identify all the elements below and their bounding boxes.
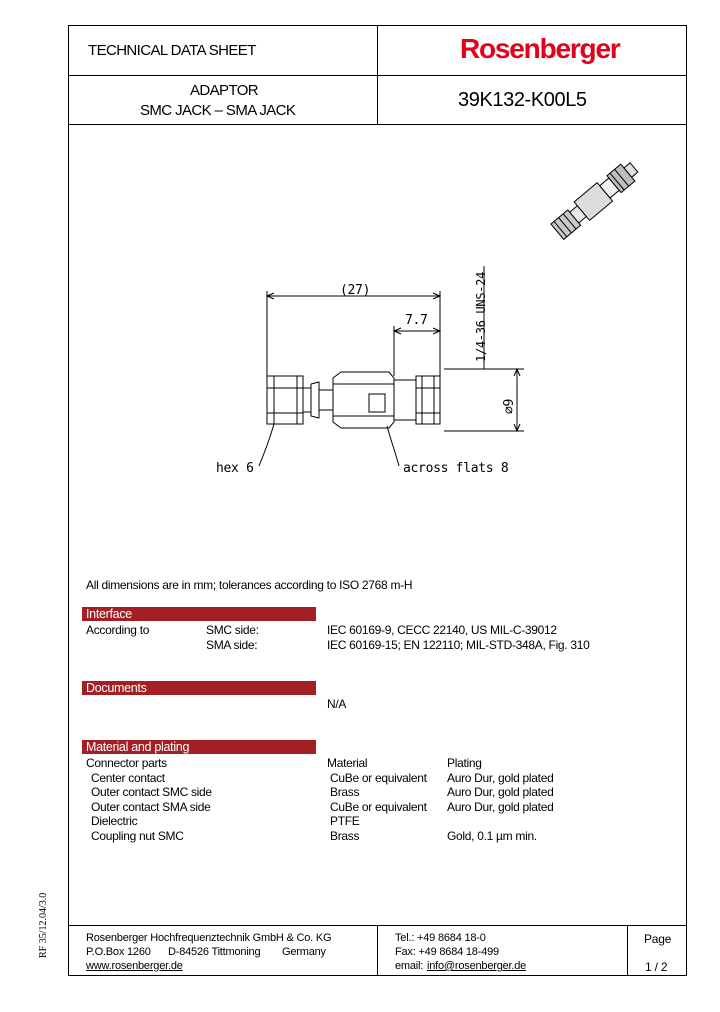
part-plating: Auro Dur, gold plated xyxy=(447,771,554,785)
footer-tel: Tel.: +49 8684 18-0 xyxy=(395,932,486,944)
footer-pobox: P.O.Box 1260 xyxy=(86,946,151,958)
doc-title: TECHNICAL DATA SHEET xyxy=(88,42,256,59)
smc-side-label: SMC side: xyxy=(206,623,259,637)
product-photo xyxy=(550,158,642,241)
part-plating: Auro Dur, gold plated xyxy=(447,785,554,799)
section-documents: Documents xyxy=(82,681,316,695)
header-vertical xyxy=(377,25,378,125)
product-line1: ADAPTOR xyxy=(190,82,259,99)
part-plating: Auro Dur, gold plated xyxy=(447,800,554,814)
document-code: RF 35/12.04/3.0 xyxy=(38,892,49,958)
dim-thread-label: 1/4-36 UNS-24 xyxy=(474,271,488,362)
part-name: Coupling nut SMC xyxy=(91,829,184,843)
part-name: Dielectric xyxy=(91,814,138,828)
hex-label: hex 6 xyxy=(216,461,254,476)
footer-company: Rosenberger Hochfrequenztechnik GmbH & Co. KG xyxy=(86,932,332,944)
dim-77-label: 7.7 xyxy=(405,313,428,328)
part-material: CuBe or equivalent xyxy=(330,771,427,785)
part-name: Center contact xyxy=(91,771,165,785)
part-material: Brass xyxy=(330,785,360,799)
part-material: Brass xyxy=(330,829,360,843)
sma-side-value: IEC 60169-15; EN 122110; MIL-STD-348A, Fig. 310 xyxy=(327,638,590,652)
part-material: CuBe or equivalent xyxy=(330,800,427,814)
documents-value: N/A xyxy=(327,697,347,711)
part-name: Outer contact SMA side xyxy=(91,800,211,814)
section-interface: Interface xyxy=(82,607,316,621)
page-label: Page xyxy=(644,932,672,946)
footer-website-link[interactable]: www.rosenberger.de xyxy=(86,960,183,972)
footer-city: D-84526 Tittmoning xyxy=(168,946,261,958)
according-to-label: According to xyxy=(86,623,150,637)
page-number: 1 / 2 xyxy=(645,960,668,974)
product-line2: SMC JACK – SMA JACK xyxy=(140,102,296,119)
col-material: Material xyxy=(327,756,368,770)
col-connector-parts: Connector parts xyxy=(86,756,167,770)
footer-email-link[interactable]: info@rosenberger.de xyxy=(427,960,527,972)
footer-div-2 xyxy=(627,925,628,976)
footer-div-1 xyxy=(377,925,378,976)
section-material: Material and plating xyxy=(82,740,316,754)
tolerance-note: All dimensions are in mm; tolerances according to ISO 2768 m-H xyxy=(86,578,413,592)
part-name: Outer contact SMC side xyxy=(91,785,212,799)
brand-logo: Rosenberger xyxy=(460,33,620,64)
frame-right xyxy=(686,25,687,976)
part-number: 39K132-K00L5 xyxy=(458,89,587,111)
technical-drawing xyxy=(69,126,686,486)
footer-fax: Fax: +49 8684 18-499 xyxy=(395,946,499,958)
footer-country: Germany xyxy=(282,946,326,958)
across-flats-label: across flats 8 xyxy=(403,461,509,476)
smc-side-value: IEC 60169-9, CECC 22140, US MIL-C-39012 xyxy=(327,623,557,637)
footer-email-label: email: xyxy=(395,960,424,972)
dim-dia-label: ⌀9 xyxy=(502,398,517,414)
sma-side-label: SMA side: xyxy=(206,638,258,652)
part-plating: Gold, 0.1 µm min. xyxy=(447,829,537,843)
dim-overall-label: (27) xyxy=(340,283,371,298)
col-plating: Plating xyxy=(447,756,482,770)
part-material: PTFE xyxy=(330,814,360,828)
